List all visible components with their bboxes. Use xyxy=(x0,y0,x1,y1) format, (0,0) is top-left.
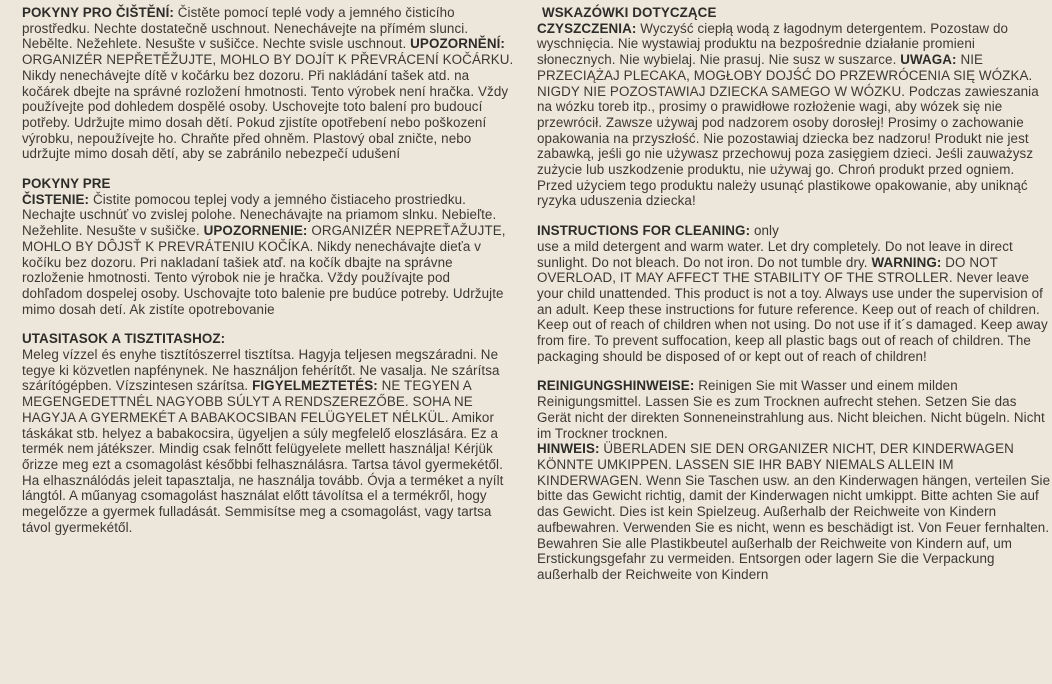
czech-warning-label: UPOZORNĚNÍ: xyxy=(410,36,505,52)
german-notice-text: ÜBERLADEN SIE DEN ORGANIZER NICHT, DER KINDERWAGEN KÖNNTE UMKIPPEN. LASSEN SIE IHR BABY NIEMALS ALLEIN IM KINDERWAGEN. Wenn Sie Taschen usw. an den Kinderwagen hängen, verteilen Sie bitte das Gewicht richtig, damit der Kinderwagen nicht umkippt. Bitte achten Sie auf das Gewicht. Dies ist kein Spielzeug. Außerhalb der Reichweite von Kindern aufbewahren. Verwenden Sie es nicht, wenn es beschädigt ist. Von Feuer fernhalten. Bewahren Sie alle Plastikbeutel außerhalb der Reichweite von Kindern auf, um Erstickungsgefahr zu vermeiden. Entsorgen oder lagern Sie die Verpackung außerhalb der Reichweite von Kindern xyxy=(537,441,1051,582)
hungarian-heading: UTASITASOK A TISZTITASHOZ: xyxy=(22,331,226,347)
section-english-cleaning-instructions xyxy=(537,223,1051,364)
czech-warning-text: ORGANIZÉR NEPŘETĚŽUJTE, MOHLO BY DOJÍT K PŘEVRÁCENÍ KOČÁRKU. Nikdy nenechávejte dítě v kočárku bez dozoru. Při nakládání tašek atd. na kočárek dbejte na správné rozložení hmotnosti. Tento výrobek není hračka. Vždy používejte pod dohledem dospělé osoby. Uschovejte toto balení pro budoucí potřeby. Udržujte mimo dosah dětí. Pokud zjistíte opotřebení nebo poškození výrobku, nepoužívejte ho. Chraňte před ohněm. Plastový obal zničte, nebo udržujte mimo dosah dětí, aby se zabránilo nebezpečí udušení xyxy=(22,52,514,162)
czech-heading: POKYNY PRO ČIŠTĚNÍ: xyxy=(22,5,174,20)
polish-warning-text: NIE PRZECIĄŻAJ PLECAKA, MOGŁOBY DOJŚĆ DO PRZEWRÓCENIA SIĘ WÓZKA. NIGDY NIE POZOSTAWIAJ DZIECKA SAMEGO W WÓZKU. Podczas zawieszania na wózku toreb itp., prosimy o prawidłowe rozłożenie wagi, aby wózek się nie przewrócił. Zawsze używaj pod nadzorem osoby dorosłej! Prosimy o zachowanie opakowania na przyszłość. Nie pozostawiaj dziecka bez nadzoru! Produkt nie jest zabawką, jeśli go nie używasz przechowuj poza zasięgiem dzieci. Jeśli zauważysz zużycie lub uszkodzenie produktu, nie używaj go. Chroń produkt przed ogniem. Przed użyciem tego produktu należy usunąć plastikowe opakowanie, aby uniknąć ryzyka uduszenia dziecka! xyxy=(537,52,1039,209)
english-warning-text: DO NOT OVERLOAD, IT MAY AFFECT THE STABILITY OF THE STROLLER. Never leave your child unattended. This product is not a toy. Always use under the supervision of an adult. Keep these instructions for future reference. Keep out of reach of children. Keep out of reach of children when not using. Do not use if it´s damaged. Keep away from fire. To prevent suffocation, keep all plastic bags out of reach of children. The packaging should be disposed of or kept out of reach of children! xyxy=(537,254,1048,364)
slovak-body-text: Čistite pomocou teplej vody a jemného čistiaceho prostriedku. Nechajte uschnúť vo zvislej polohe. Nenechávajte na priamom slnku. Nebieľte. Nežehlite. Nesušte v sušičke. xyxy=(22,191,497,239)
section-hungarian-cleaning-instructions xyxy=(22,331,514,535)
hungarian-body-text: Meleg vízzel és enyhe tisztítószerrel tisztítsa. Hagyja teljesen megszáradni. Ne tegye ki közvetlen napfénynek. Ne használjon fehérítőt. Ne vasalja. Ne szárítsa szárítógépben. Vízszintesen szárítsa. xyxy=(22,347,500,394)
czech-body-text: Čistěte pomocí teplé vody a jemného čisticího prostředku. Nechte dostatečně uschnout. Nenechávejte na přímém slunci. Nebělte. Nežehlete. Nesušte v sušičce. Nechte svisle uschnout. xyxy=(22,5,469,52)
hungarian-warning-label: FIGYELMEZTETÉS: xyxy=(252,378,378,394)
polish-body-text: Wyczyść ciepłą wodą z łagodnym detergentem. Pozostaw do wyschnięcia. Nie wystawiaj produktu na bezpośrednie działanie promieni słonecznych. Nie wybielaj. Nie prasuj. Nie susz w suszarce. xyxy=(537,20,1009,68)
english-lead-word: only xyxy=(753,223,779,239)
german-heading: REINIGUNGSHINWEISE: xyxy=(537,378,695,394)
hungarian-warning-text: NE TEGYEN A MEGENGEDETTNÉL NAGYOBB SÚLYT A RENDSZEREZŐBE. SOHA NE HAGYJA A GYERMEKÉT A BABAKOCSIBAN FELÜGYELET NÉLKÜL. Amikor táskákat stb. helyez a babakocsira, ügyeljen a súly megfelelő eloszlására. Ez a termék nem játékszer. Mindig csak felnőtt felügyelete mellett használja! Kérjük őrizze meg ezt a csomagolást későbbi felhasználásra. Tartsa távol gyermekétől. Ha elhasználódás jeleit tapasztalja, ne használja tovább. Óvja a terméket a nyílt lángtól. A műanyag csomagolást használat előtt távolítsa el a termékről, hogy megelőzze a gyermek fulladását. Semmisítse meg a csomagolást, vagy tartsa távol gyermekétől. xyxy=(22,378,504,535)
german-notice-label: HINWEIS: xyxy=(537,441,600,457)
section-slovak-cleaning-instructions xyxy=(22,176,514,317)
section-german-cleaning-instructions xyxy=(537,378,1051,582)
polish-heading-line2: CZYSZCZENIA: xyxy=(537,20,637,36)
english-heading: INSTRUCTIONS FOR CLEANING: xyxy=(537,223,751,239)
section-czech-cleaning-instructions xyxy=(22,5,514,162)
slovak-warning-text: ORGANIZÉR NEPREŤAŽUJTE, MOHLO BY DÔJSŤ K PREVRÁTENIU KOČÍKA. Nikdy nenechávajte dieťa v kočíku bez dozoru. Pri nakladaní tašiek atď. na kočík dbajte na správne rozloženie hmotnosti. Tento výrobok nie je hračka. Vždy používajte pod dohľadom dospelej osoby. Uschovajte toto balenie pre budúce potreby. Udržujte mimo dosah detí. Ak zistíte opotrebovanie xyxy=(22,223,506,317)
english-body-text: use a mild detergent and warm water. Let dry completely. Do not leave in direct sunlight. Do not bleach. Do not iron. Do not tumble dry. xyxy=(537,238,1013,270)
polish-warning-label: UWAGA: xyxy=(900,52,957,68)
right-column xyxy=(537,5,1051,597)
section-polish-cleaning-instructions xyxy=(537,5,1051,209)
slovak-warning-label: UPOZORNENIE: xyxy=(203,223,308,239)
left-column xyxy=(22,5,514,550)
slovak-heading-line2: ČISTENIE: xyxy=(22,191,90,207)
english-warning-label: WARNING: xyxy=(871,254,942,270)
slovak-heading-line1: POKYNY PRE xyxy=(22,176,111,192)
german-body-text: Reinigen Sie mit Wasser und einem milden Reinigungsmittel. Lassen Sie es zum Trocknen aufrecht stehen. Setzen Sie das Gerät nicht der direkten Sonneneinstrahlung aus. Nicht bleichen. Nicht bügeln. Nicht im Trockner trocknen. xyxy=(537,378,1045,441)
polish-heading-line1: WSKAZÓWKI DOTYCZĄCE xyxy=(542,5,717,20)
